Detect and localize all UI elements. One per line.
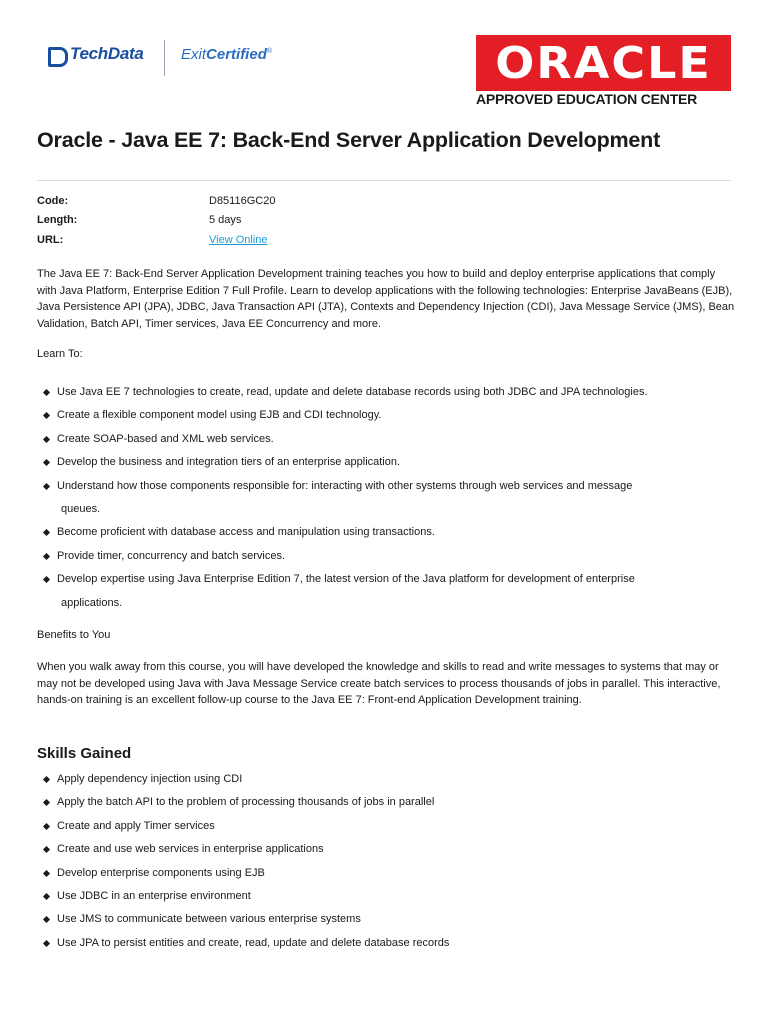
page-header [0, 0, 768, 120]
course-meta [37, 191, 275, 250]
bullet-icon [43, 459, 50, 466]
list-item-text: Develop expertise using Java Enterprise Edition 7, the latest version of the Java platform for development of enterprise [57, 573, 635, 586]
exitcertified-logo-b: Certified [206, 46, 267, 63]
list-item-text: Create and use web services in enterprise applications [57, 843, 324, 856]
list-item [44, 932, 734, 955]
logo-divider [164, 40, 165, 76]
learn-to-label: Learn To: [37, 348, 83, 360]
course-intro: The Java EE 7: Back-End Server Application Development training teaches you how to build and deploy enterprise applications that comply with Java Platform, Enterprise Edition 7 Full Profile. Learn to develop applications with the following technologies: Enterprise JavaBeans (EJB), Java Persistence API (JPA), JDBC, Java Transaction API (JTA), Contexts and Dependency Injection (CDI), Java Message Service (JMS), Bean Validation, Batch API, Timer services, Java EE Concurrency and more. [37, 268, 735, 330]
meta-key: Code: [37, 194, 69, 207]
bullet-icon [43, 870, 50, 877]
bullet-icon [43, 529, 50, 536]
meta-value: 5 days [209, 214, 242, 227]
list-item [44, 908, 734, 931]
skills-list [44, 768, 734, 955]
list-item [44, 862, 734, 885]
meta-key: Length: [37, 214, 78, 227]
exitcertified-logo-a: Exit [181, 46, 207, 63]
techdata-logo [48, 44, 144, 64]
bullet-icon [43, 576, 50, 583]
list-item [44, 885, 734, 908]
meta-value: D85116GC20 [209, 194, 276, 207]
list-item [44, 545, 734, 568]
bullet-icon [43, 776, 50, 783]
list-item [44, 838, 734, 861]
bullet-icon [43, 483, 50, 490]
page-title: Oracle - Java EE 7: Back-End Server Application Development [37, 128, 661, 152]
title-divider [37, 180, 731, 181]
bullet-icon [43, 916, 50, 923]
list-item [44, 428, 734, 451]
list-item-text: Create a flexible component model using EJB and CDI technology. [57, 409, 382, 422]
list-item-text: Use JDBC in an enterprise environment [57, 890, 251, 903]
bullet-icon [43, 412, 50, 419]
list-item [44, 521, 734, 544]
oracle-logo-text: ORACLE [495, 37, 712, 89]
list-item-text: Apply dependency injection using CDI [57, 773, 243, 785]
list-item-text: Understand how those components responsible for: interacting with other systems through web services and message [57, 479, 633, 492]
skills-heading: Skills Gained [37, 745, 132, 762]
bullet-icon [43, 846, 50, 853]
list-item [44, 768, 734, 791]
list-item-text: Use JPA to persist entities and create, read, update and delete database records [57, 936, 450, 949]
list-item [44, 815, 734, 838]
list-item-continuation: queues. [61, 503, 101, 516]
list-item-text: Create and apply Timer services [57, 819, 215, 832]
meta-key: URL: [37, 233, 64, 246]
meta-row-url [37, 230, 275, 250]
bullet-icon [43, 940, 50, 947]
list-item [44, 475, 734, 522]
bullet-icon [43, 799, 50, 806]
meta-row-length [37, 211, 275, 231]
bullet-icon [43, 823, 50, 830]
benefits-text: When you walk away from this course, you will have developed the knowledge and skills to read and write messages to systems that may or may not be developed using Java with Java Message Service create batch services to process thousands of jobs in parallel. This interactive, hands-on training is an excellent follow-up course to the Java EE 7: Front-end Application Development training. [37, 661, 721, 706]
list-item [44, 404, 734, 427]
bullet-icon [43, 436, 50, 443]
list-item-continuation: applications. [61, 596, 123, 609]
bullet-icon [43, 389, 50, 396]
learn-to-list [44, 381, 734, 615]
list-item-text: Develop the business and integration tiers of an enterprise application. [57, 456, 401, 469]
list-item-text: Provide timer, concurrency and batch services. [57, 549, 286, 562]
exitcertified-logo [181, 46, 272, 63]
exitcertified-reg: ® [266, 48, 273, 55]
oracle-logo [476, 35, 731, 91]
list-item [44, 451, 734, 474]
list-item-text: Apply the batch API to the problem of processing thousands of jobs in parallel [57, 796, 435, 809]
list-item-text: Develop enterprise components using EJB [57, 866, 265, 879]
bullet-icon [43, 893, 50, 900]
list-item [44, 791, 734, 814]
list-item-text: Create SOAP-based and XML web services. [57, 432, 274, 445]
list-item-text: Become proficient with database access and manipulation using transactions. [57, 526, 435, 539]
list-item-text: Use Java EE 7 technologies to create, read, update and delete database records using both JDBC and JPA technologies. [57, 386, 648, 398]
bullet-icon [43, 553, 50, 560]
approved-education-center: APPROVED EDUCATION CENTER [476, 91, 698, 107]
list-item [44, 381, 734, 404]
meta-row-code [37, 191, 275, 211]
benefits-label: Benefits to You [37, 629, 111, 641]
techdata-mark-icon [48, 46, 64, 62]
list-item [44, 568, 734, 615]
view-online-link[interactable]: View Online [209, 233, 268, 246]
techdata-logo-text: TechData [70, 44, 144, 63]
list-item-text: Use JMS to communicate between various enterprise systems [57, 913, 361, 926]
